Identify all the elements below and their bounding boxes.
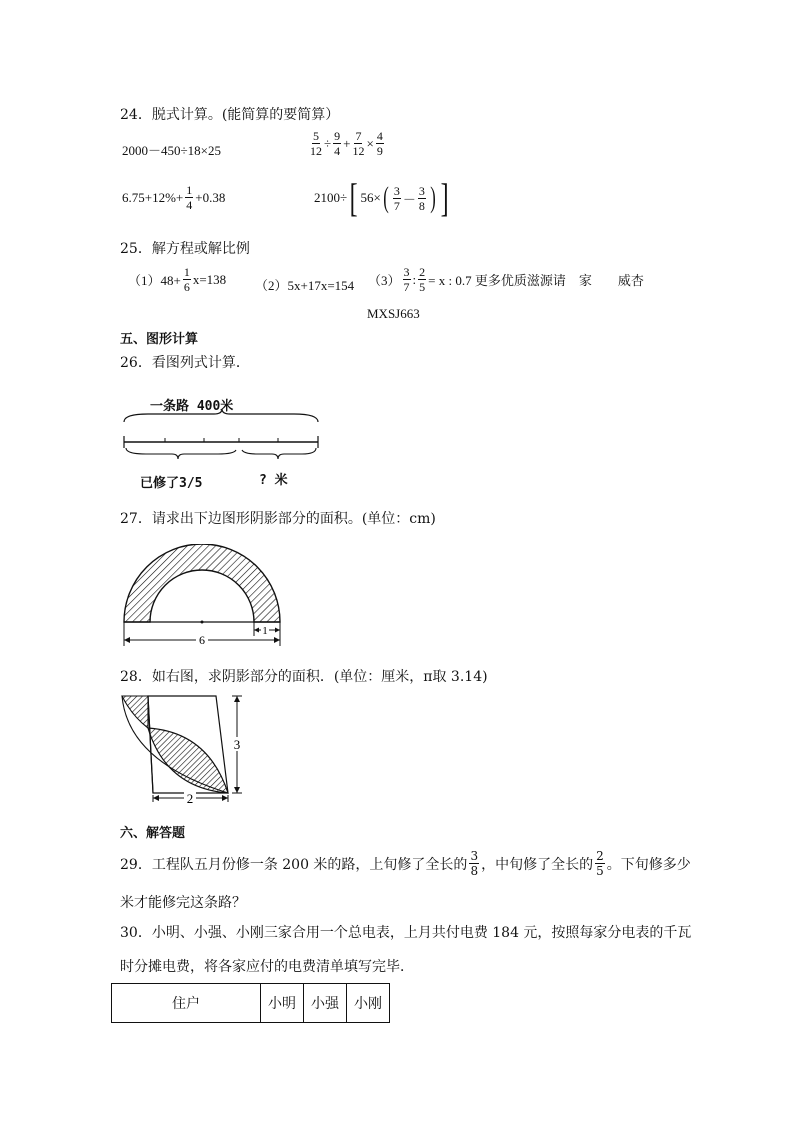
section-6-title: 六、解答题 bbox=[120, 826, 186, 841]
q30-line-1: 30．小明、小强、小刚三家合用一个总电表，上月共付电费 184 元，按照每家分电表的千瓦 bbox=[120, 925, 692, 941]
fraction: $\frac{3}{7}$ bbox=[393, 183, 400, 213]
road-label: 一条路 400米 bbox=[150, 399, 234, 414]
dim-width-label: 2 bbox=[186, 791, 194, 804]
dim-ring-label: 1 bbox=[262, 625, 268, 637]
unknown-label: ? 米 bbox=[259, 473, 288, 488]
q25-title: 25．解方程或解比例 bbox=[120, 241, 250, 257]
q24-expr-2: $\frac{5}{12}$ ÷ $\frac{9}{4}$ + $\frac{7}{12}$ × $\frac{4}{9}$ bbox=[310, 129, 383, 158]
fraction: $\frac{3}{8}$ bbox=[470, 849, 479, 878]
fraction: $\frac{5}{12}$ bbox=[310, 129, 322, 158]
dim-outer-label: 6 bbox=[199, 633, 205, 647]
done-label: 已修了3/5 bbox=[140, 476, 203, 491]
fraction: $\frac{7}{12}$ bbox=[352, 129, 365, 158]
leaf-shape-figure bbox=[118, 692, 248, 804]
q25-eq-1: （1）48+ $\frac{1}{6}$ x=138 bbox=[128, 265, 227, 294]
q24-expr-1: 2000－450÷18×25 bbox=[122, 143, 221, 158]
table-header-household: 住户 bbox=[112, 984, 261, 1023]
q25-eq-3: （3） $\frac{3}{7}$ : $\frac{2}{5}$ = x : 0.7 更多优质滋源请 家 威杏 bbox=[368, 265, 644, 294]
table-header-xiaogang: 小刚 bbox=[347, 984, 390, 1023]
fraction: $\frac{1}{6}$ bbox=[183, 265, 190, 294]
semicircle-ring-figure bbox=[118, 544, 286, 650]
table-header-xiaoqiang: 小强 bbox=[304, 984, 347, 1023]
fraction: $\frac{9}{4}$ bbox=[334, 129, 341, 158]
table-row bbox=[112, 984, 390, 1023]
watermark-code: MXSJ663 bbox=[367, 306, 420, 321]
electricity-bill-table bbox=[111, 983, 390, 1023]
fraction: $\frac{4}{9}$ bbox=[376, 129, 383, 158]
q24-expr-3: 6.75+12%+ $\frac{1}{4}$ +0.38 bbox=[122, 183, 226, 212]
fraction: $\frac{3}{7}$ bbox=[403, 265, 410, 294]
dim-height-label: 3 bbox=[233, 737, 241, 752]
fraction: $\frac{2}{5}$ bbox=[596, 849, 604, 878]
fraction: $\frac{1}{4}$ bbox=[186, 183, 193, 212]
q30-line-2: 时分摊电费，将各家应付的电费清单填写完毕． bbox=[120, 959, 414, 975]
section-5-title: 五、图形计算 bbox=[120, 332, 199, 347]
q29-line-2: 米才能修完这条路？ bbox=[120, 895, 246, 911]
road-diagram bbox=[118, 408, 324, 460]
q24-title: 24．脱式计算。(能简算的要简算） bbox=[120, 107, 340, 123]
q24-expr-4: 2100÷ [ 56× ( $\frac{3}{7}$ － $\frac{3}{8}$ ) ] bbox=[314, 175, 449, 220]
table-header-xiaoming: 小明 bbox=[261, 984, 304, 1023]
q25-eq-2: （2）5x+17x=154 bbox=[255, 278, 355, 293]
fraction: $\frac{2}{5}$ bbox=[419, 265, 426, 294]
q27-title: 27．请求出下边图形阴影部分的面积。(单位：cm) bbox=[120, 511, 436, 527]
q26-title: 26．看图列式计算． bbox=[120, 355, 250, 371]
q28-title: 28．如右图，求阴影部分的面积．(单位：厘米，π取 3.14) bbox=[120, 669, 488, 685]
fraction: $\frac{3}{8}$ bbox=[418, 183, 425, 213]
q29-line-1: 29．工程队五月份修一条 200 米的路，上旬修了全长的 $\frac{3}{8}$ ，中旬修了全长的 $\frac{2}{5}$ 。下旬修多少 bbox=[120, 849, 691, 878]
